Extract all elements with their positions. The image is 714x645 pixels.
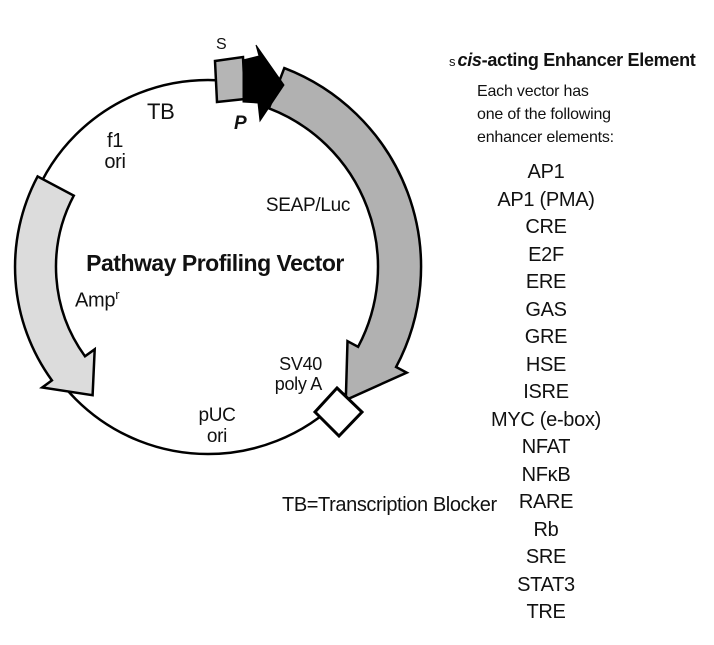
promoter-label: P: [234, 113, 247, 134]
f1-ori-line1: f1: [106, 130, 124, 152]
enhancer-item: STAT3: [517, 573, 575, 596]
vector-title: Pathway Profiling Vector: [86, 250, 344, 276]
amp-resistance-label: [75, 287, 119, 313]
enhancer-item: GRE: [524, 326, 568, 348]
enhancer-element-list: [440, 159, 652, 627]
puc-ori-label: [188, 406, 246, 448]
enhancer-item: AP1: [527, 161, 565, 183]
seap-luc-label: SEAP/Luc: [265, 195, 351, 216]
enhancer-item: CRE: [525, 216, 567, 238]
enhancer-item: NFκB: [521, 463, 571, 486]
legend-title: [440, 50, 714, 71]
enhancer-item: Rb: [533, 518, 559, 541]
enhancer-element-marker-label: S: [216, 36, 227, 53]
enhancer-item: TRE: [526, 601, 566, 623]
transcription-blocker-label: TB: [147, 99, 175, 124]
enhancer-item: GAS: [525, 298, 567, 321]
tb-footnote: TB=Transcription Blocker: [282, 494, 497, 516]
puc-ori-line2: ori: [206, 425, 228, 447]
legend-intro-line: Each vector has: [477, 83, 589, 100]
enhancer-legend: [440, 50, 714, 627]
enhancer-item: ERE: [525, 271, 567, 293]
enhancer-item: E2F: [528, 243, 564, 266]
sv40-polya-label: [246, 354, 322, 394]
legend-title-italic: cis: [457, 50, 482, 70]
amp-resistance-arc-arrow: [15, 176, 95, 395]
enhancer-item: RARE: [518, 491, 574, 513]
enhancer-element-box: [215, 57, 245, 102]
legend-title-rest: -acting Enhancer Element: [481, 50, 696, 70]
seap-luc-arc-arrow: [269, 68, 421, 400]
legend-intro-line: enhancer elements:: [477, 129, 614, 146]
amp-label-text: Amp: [75, 289, 116, 312]
enhancer-item: MYC (e-box): [490, 408, 602, 431]
f1-ori-line2: ori: [104, 151, 126, 173]
legend-marker: s: [449, 54, 456, 69]
enhancer-item: NFAT: [521, 436, 571, 458]
amp-label-superscript: r: [115, 287, 120, 302]
enhancer-item: HSE: [525, 353, 567, 376]
sv40-line2: poly A: [274, 374, 322, 395]
legend-intro-line: one of the following: [477, 106, 611, 123]
enhancer-item: AP1 (PMA): [497, 188, 595, 211]
legend-intro: [477, 80, 714, 149]
enhancer-item: ISRE: [523, 381, 569, 403]
puc-ori-line1: pUC: [198, 405, 236, 426]
sv40-line1: SV40: [279, 354, 322, 374]
enhancer-item: SRE: [525, 546, 567, 568]
f1-ori-label: [86, 131, 144, 173]
